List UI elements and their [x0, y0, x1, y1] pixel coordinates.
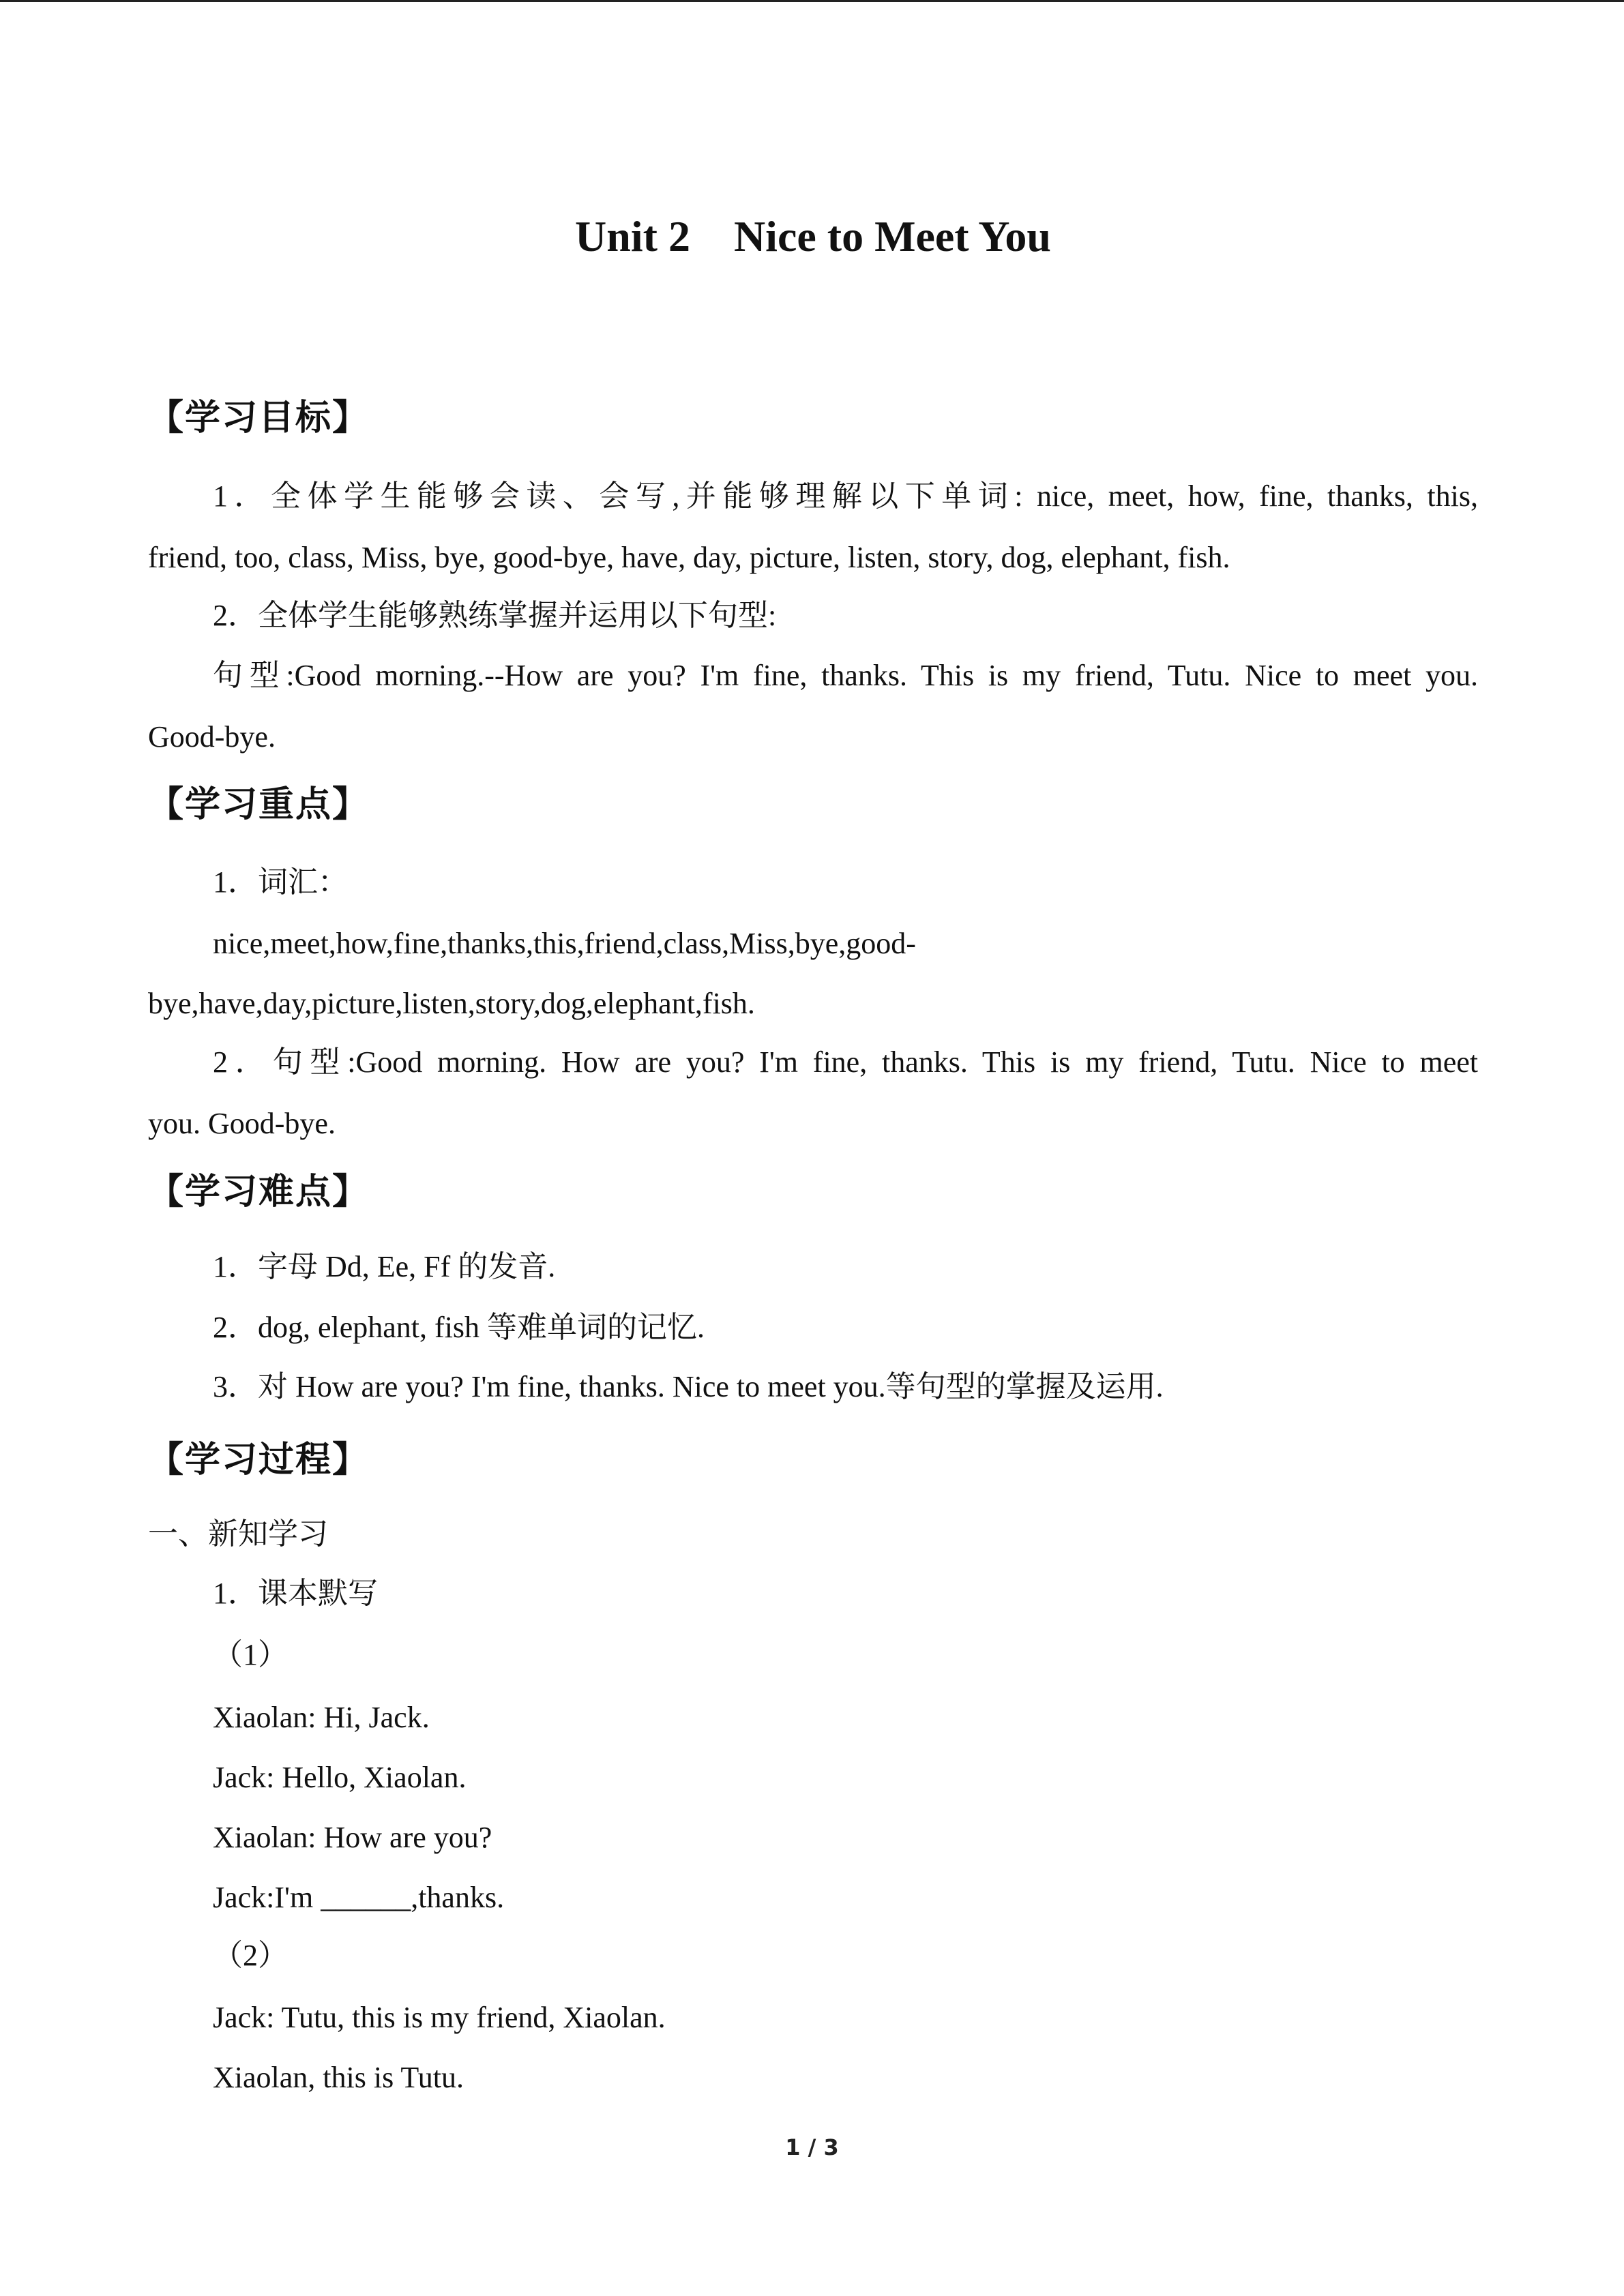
- heading-learning-process: 【学习过程】: [148, 1440, 370, 1480]
- key-points-item-2-line-1: 2．句型:Good morning. How are you? I'm fine, thanks. This is my friend, Tutu. Nice to meet: [213, 1045, 1478, 1079]
- difficulties-item-1: 1．字母 Dd, Ee, Ff 的发音.: [213, 1250, 556, 1283]
- dialogue-1-label: （1）: [213, 1638, 288, 1671]
- dialogue-1-line-2: Jack: Hello, Xiaolan.: [213, 1761, 467, 1794]
- page-number: 1 / 3: [785, 2134, 839, 2160]
- heading-learning-goals: 【学习目标】: [148, 398, 370, 438]
- goals-pattern-line-1: 句型:Good morning.--How are you? I'm fine, thanks. This is my friend, Tutu. Nice to meet you.: [213, 659, 1478, 692]
- dialogue-2-line-2: Xiaolan, this is Tutu.: [213, 2061, 464, 2094]
- dialogue-1-line-4: Jack:I'm ______,thanks.: [213, 1881, 505, 1914]
- process-sub-1: 1．课本默写: [213, 1577, 378, 1610]
- difficulties-item-2: 2．dog, elephant, fish 等难单词的记忆.: [213, 1311, 705, 1344]
- dialogue-1-line-1: Xiaolan: Hi, Jack.: [213, 1701, 430, 1734]
- key-points-vocab-line-1: nice,meet,how,fine,thanks,this,friend,class,Miss,bye,good-: [213, 927, 916, 960]
- key-points-item-2-line-2: you. Good-bye.: [148, 1107, 336, 1140]
- page-top-border: [0, 0, 1624, 2]
- heading-difficulties: 【学习难点】: [148, 1172, 370, 1212]
- dialogue-1-line-3: Xiaolan: How are you?: [213, 1821, 492, 1854]
- heading-key-points: 【学习重点】: [148, 784, 370, 825]
- goals-item-2: 2．全体学生能够熟练掌握并运用以下句型:: [213, 599, 777, 632]
- difficulties-item-3: 3．对 How are you? I'm fine, thanks. Nice to meet you.等句型的掌握及运用.: [213, 1370, 1164, 1403]
- process-part-1: 一、新知学习: [148, 1517, 328, 1551]
- key-points-vocab-line-2: bye,have,day,picture,listen,story,dog,elephant,fish.: [148, 987, 755, 1020]
- key-points-item-1: 1．词汇：: [213, 865, 348, 899]
- dialogue-2-line-1: Jack: Tutu, this is my friend, Xiaolan.: [213, 2001, 666, 2034]
- goals-pattern-line-2: Good-bye.: [148, 720, 276, 754]
- goals-item-1-line-1: 1．全体学生能够会读、会写,并能够理解以下单词: nice, meet, how, fine, thanks, this,: [213, 479, 1478, 513]
- document-title: Unit 2 Nice to Meet You: [575, 212, 1051, 260]
- dialogue-2-label: （2）: [213, 1939, 288, 1972]
- goals-item-1-line-2: friend, too, class, Miss, bye, good-bye, have, day, picture, listen, story, dog, elephant, fish.: [148, 541, 1230, 574]
